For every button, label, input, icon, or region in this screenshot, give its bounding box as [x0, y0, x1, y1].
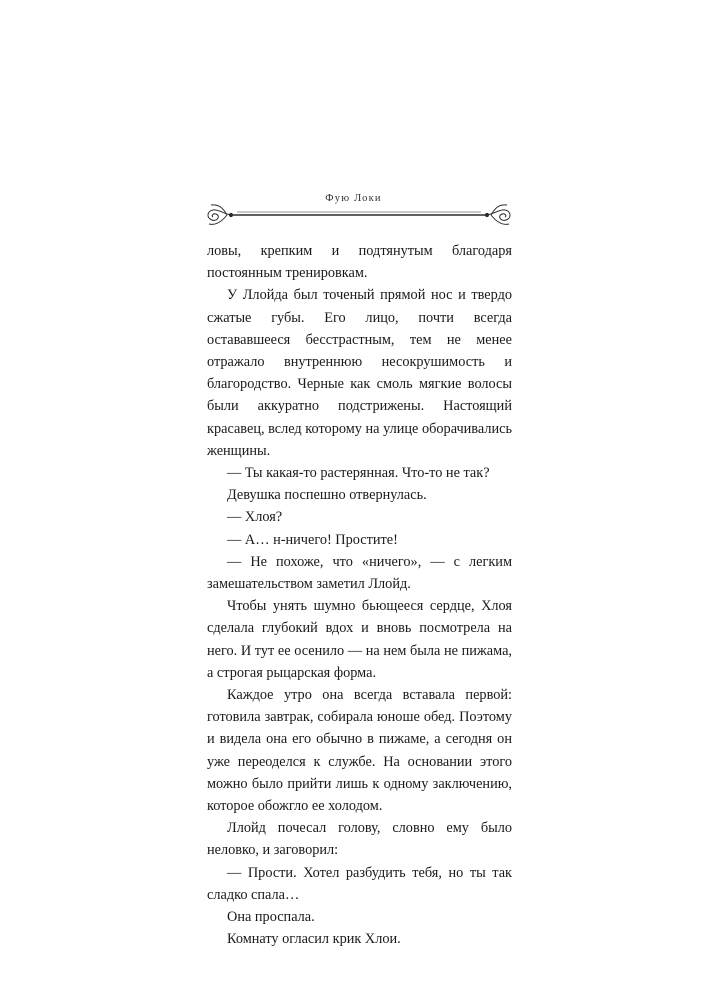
paragraph: — Не похоже, что «ничего», — с легким замешательством заметил Ллойд.: [207, 553, 512, 593]
paragraph: ловы, крепким и подтянутым благодаря постоянным тренировкам.: [207, 243, 512, 282]
paragraph: Ллойд почесал голову, словно ему было неловко, и заговорил:: [207, 820, 512, 859]
paragraph: — Прости. Хотел разбудить тебя, но ты так сладко спала…: [207, 864, 512, 903]
body-text: [207, 240, 512, 951]
running-head: Фую Локи: [325, 193, 382, 204]
paragraph: Чтобы унять шумно бьющееся сердце, Хлоя сделала глубокий вдох и вновь посмотрела на него. И тут ее осенило — на нем была не пижама, а строгая рыцарская форма.: [207, 598, 512, 681]
paragraph: Комнату огласил крик Хлои.: [227, 931, 401, 948]
paragraph: Каждое утро она всегда вставала первой: готовила завтрак, собирала юноше обед. Поэтому и видела она его обычно в пижаме, а сегодня он уже переоделся к службе. На основании этого можно было прийти лишь к одному заключению, которое обожгло ее холодом.: [207, 687, 512, 815]
paragraph: — Ты какая-то растерянная. Что-то не так?: [227, 465, 490, 482]
paragraph: — А… н-ничего! Простите!: [227, 531, 398, 548]
paragraph: — Хлоя?: [227, 509, 283, 526]
paragraph: У Ллойда был точеный прямой нос и твердо сжатые губы. Его лицо, почти всегда остававшееся бесстрастным, тем не менее отражало внутреннюю несокрушимость и благородство. Черные как смоль мягкие волосы были аккуратно подстрижены. Настоящий красавец, вслед которому на улице оборачивались женщины.: [207, 287, 512, 459]
paragraph: Она проспала.: [227, 909, 315, 926]
ornament-divider: [203, 200, 515, 230]
paragraph: Девушка поспешно отвернулась.: [227, 487, 427, 504]
